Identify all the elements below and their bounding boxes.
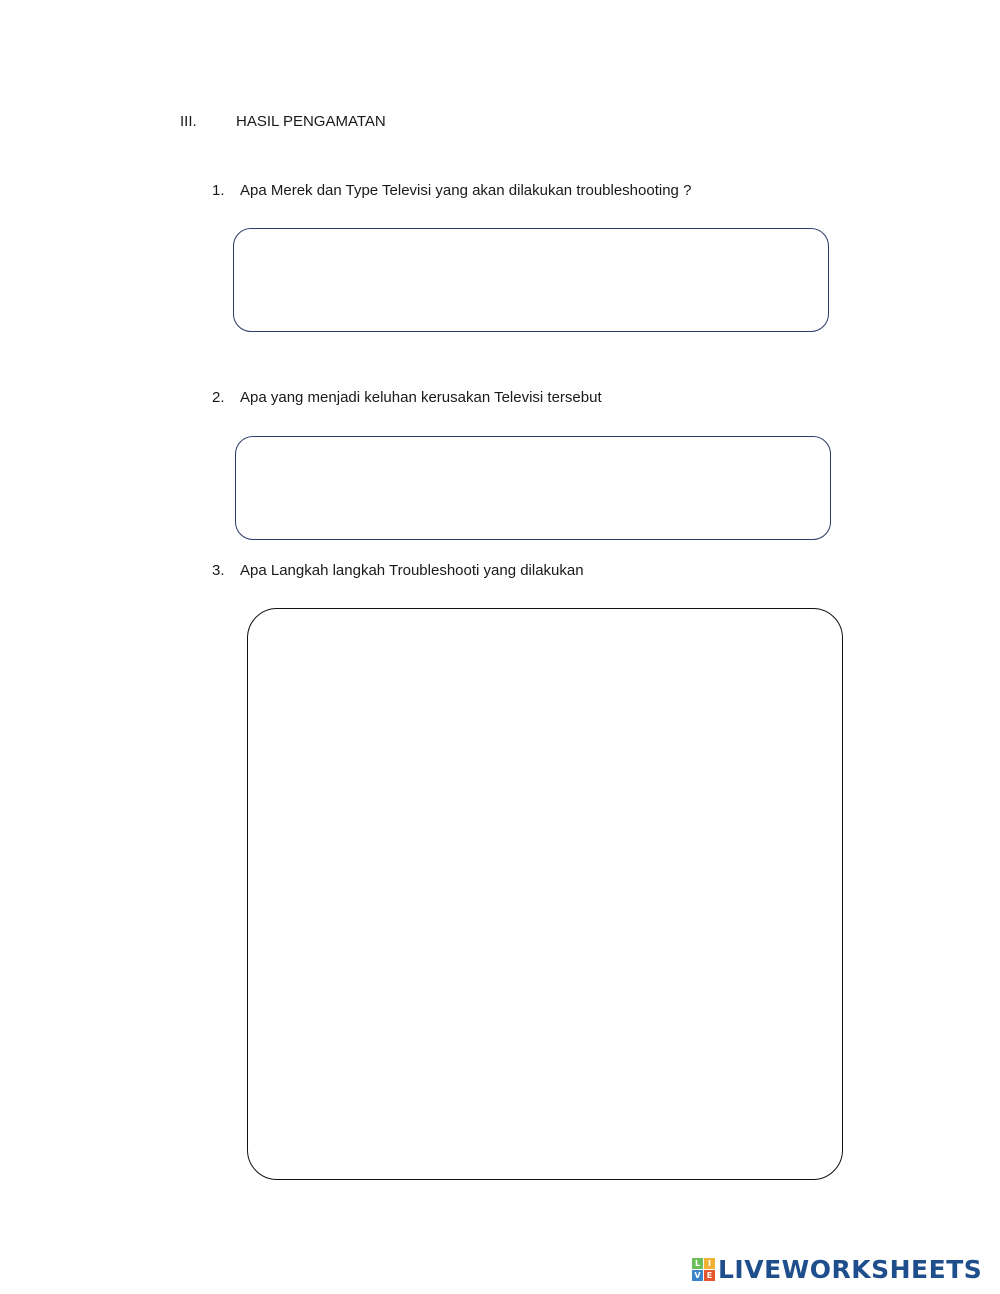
logo-mark-letter: L bbox=[692, 1258, 703, 1269]
question-text: Apa Merek dan Type Televisi yang akan dilakukan troubleshooting ? bbox=[240, 182, 692, 199]
section-title: HASIL PENGAMATAN bbox=[236, 113, 386, 130]
logo-mark-letter: V bbox=[692, 1270, 703, 1281]
question-2 bbox=[212, 389, 602, 406]
answer-box-3[interactable] bbox=[247, 608, 843, 1180]
logo-mark-letter: E bbox=[704, 1270, 715, 1281]
liveworksheets-logo bbox=[692, 1254, 982, 1284]
question-number: 2. bbox=[212, 389, 225, 406]
question-text: Apa yang menjadi keluhan kerusakan Televisi tersebut bbox=[240, 389, 602, 406]
logo-mark-icon bbox=[692, 1258, 715, 1281]
answer-box-1[interactable] bbox=[233, 228, 829, 332]
logo-text: LIVEWORKSHEETS bbox=[718, 1254, 983, 1284]
logo-mark-letter: I bbox=[704, 1258, 715, 1269]
question-number: 1. bbox=[212, 182, 225, 199]
section-heading bbox=[180, 113, 386, 130]
question-number: 3. bbox=[212, 562, 225, 579]
answer-box-2[interactable] bbox=[235, 436, 831, 540]
question-text: Apa Langkah langkah Troubleshooti yang dilakukan bbox=[240, 562, 584, 579]
section-number: III. bbox=[180, 113, 197, 130]
question-1 bbox=[212, 182, 691, 199]
question-3 bbox=[212, 562, 584, 579]
